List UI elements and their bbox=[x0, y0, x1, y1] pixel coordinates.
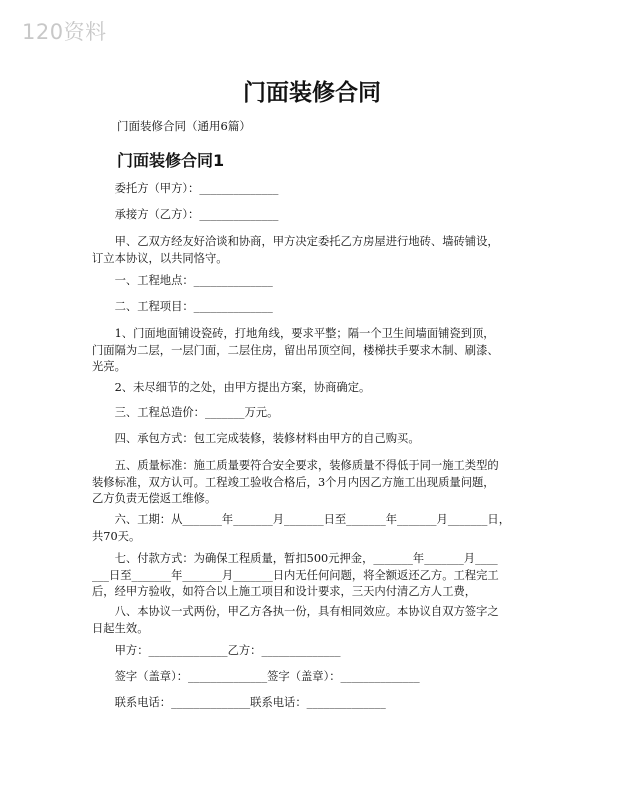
paragraph-line: 委托方（甲方）：______________ bbox=[92, 182, 279, 195]
paragraph-line: 1、门面地面铺设瓷砖，打地角线，要求平整；隔一个卫生间墙面铺瓷到顶， bbox=[92, 327, 495, 340]
paragraph-line: 八、本协议一式两份，甲乙方各执一份，具有相同效应。本协议自双方签字之 bbox=[92, 605, 499, 618]
paragraph-line: 五、质量标准：施工质量要符合安全要求，装修质量不得低于同一施工类型的 bbox=[92, 459, 499, 472]
paragraph bbox=[92, 643, 532, 660]
paragraph bbox=[92, 273, 532, 290]
paragraph-line: 联系电话：______________联系电话：______________ bbox=[92, 696, 386, 709]
watermark: 120资料 bbox=[22, 20, 107, 44]
paragraph bbox=[92, 207, 532, 224]
paragraph bbox=[92, 458, 532, 508]
paragraph-line: 门面隔为二层，一层门面，二层住房，留出吊顶空间，楼梯扶手要求木制、刷漆、 bbox=[92, 343, 499, 357]
paragraph-line: 签字（盖章）：______________签字（盖章）：______________ bbox=[92, 670, 420, 683]
paragraph bbox=[92, 405, 532, 422]
document-title: 门面装修合同 bbox=[243, 80, 381, 106]
paragraph bbox=[92, 669, 532, 686]
paragraph-line: 后，经甲方验收，如符合以上施工项目和设计要求，三天内付清乙方人工费， bbox=[92, 585, 477, 598]
paragraph bbox=[92, 234, 532, 267]
paragraph-line: 日起生效。 bbox=[92, 621, 149, 635]
paragraph-line: 承接方（乙方）：______________ bbox=[92, 208, 279, 221]
paragraph bbox=[92, 326, 532, 376]
paragraph bbox=[92, 299, 532, 316]
paragraph-line: ___日至_______年_______月_______日内无任何问题，将全额返还乙方。工程完工 bbox=[92, 568, 499, 582]
paragraph-line: 一、工程地点：______________ bbox=[92, 274, 273, 287]
paragraph-line: 三、工程总造价：_______万元。 bbox=[92, 406, 279, 419]
paragraph-line: 四、承包方式：包工完成装修，装修材料由甲方的自己购买。 bbox=[92, 432, 420, 445]
paragraph-line: 共70天。 bbox=[92, 529, 141, 543]
paragraph bbox=[92, 431, 532, 448]
paragraph-line: 光亮。 bbox=[92, 360, 126, 373]
paragraph bbox=[92, 604, 532, 637]
paragraph-line: 订立本协议，以共同恪守。 bbox=[92, 251, 228, 265]
paragraph bbox=[92, 512, 532, 545]
paragraph-line: 七、付款方式：为确保工程质量，暂扣500元押金，_______年_______月____ bbox=[92, 552, 498, 565]
paragraph-line: 二、工程项目：______________ bbox=[92, 300, 273, 313]
paragraph-line: 装修标准，双方认可。工程竣工验收合格后，3个月内因乙方施工出现质量问题， bbox=[92, 475, 495, 489]
paragraph bbox=[92, 551, 532, 601]
paragraph-line: 甲、乙双方经友好洽谈和协商，甲方决定委托乙方房屋进行地砖、墙砖铺设， bbox=[92, 235, 499, 248]
document-subtitle: 门面装修合同（通用6篇） bbox=[117, 119, 251, 133]
paragraph-line: 2、未尽细节的之处，由甲方提出方案，协商确定。 bbox=[92, 381, 371, 394]
paragraph-line: 乙方负责无偿返工维修。 bbox=[92, 492, 217, 505]
paragraph-line: 六、工期：从_______年_______月_______日至_______年_______月_______日， bbox=[92, 513, 510, 526]
paragraph bbox=[92, 181, 532, 198]
paragraph bbox=[92, 380, 532, 397]
paragraph-line: 甲方：______________乙方：______________ bbox=[92, 644, 341, 657]
paragraph bbox=[92, 695, 532, 712]
section-heading: 门面装修合同1 bbox=[117, 151, 225, 170]
